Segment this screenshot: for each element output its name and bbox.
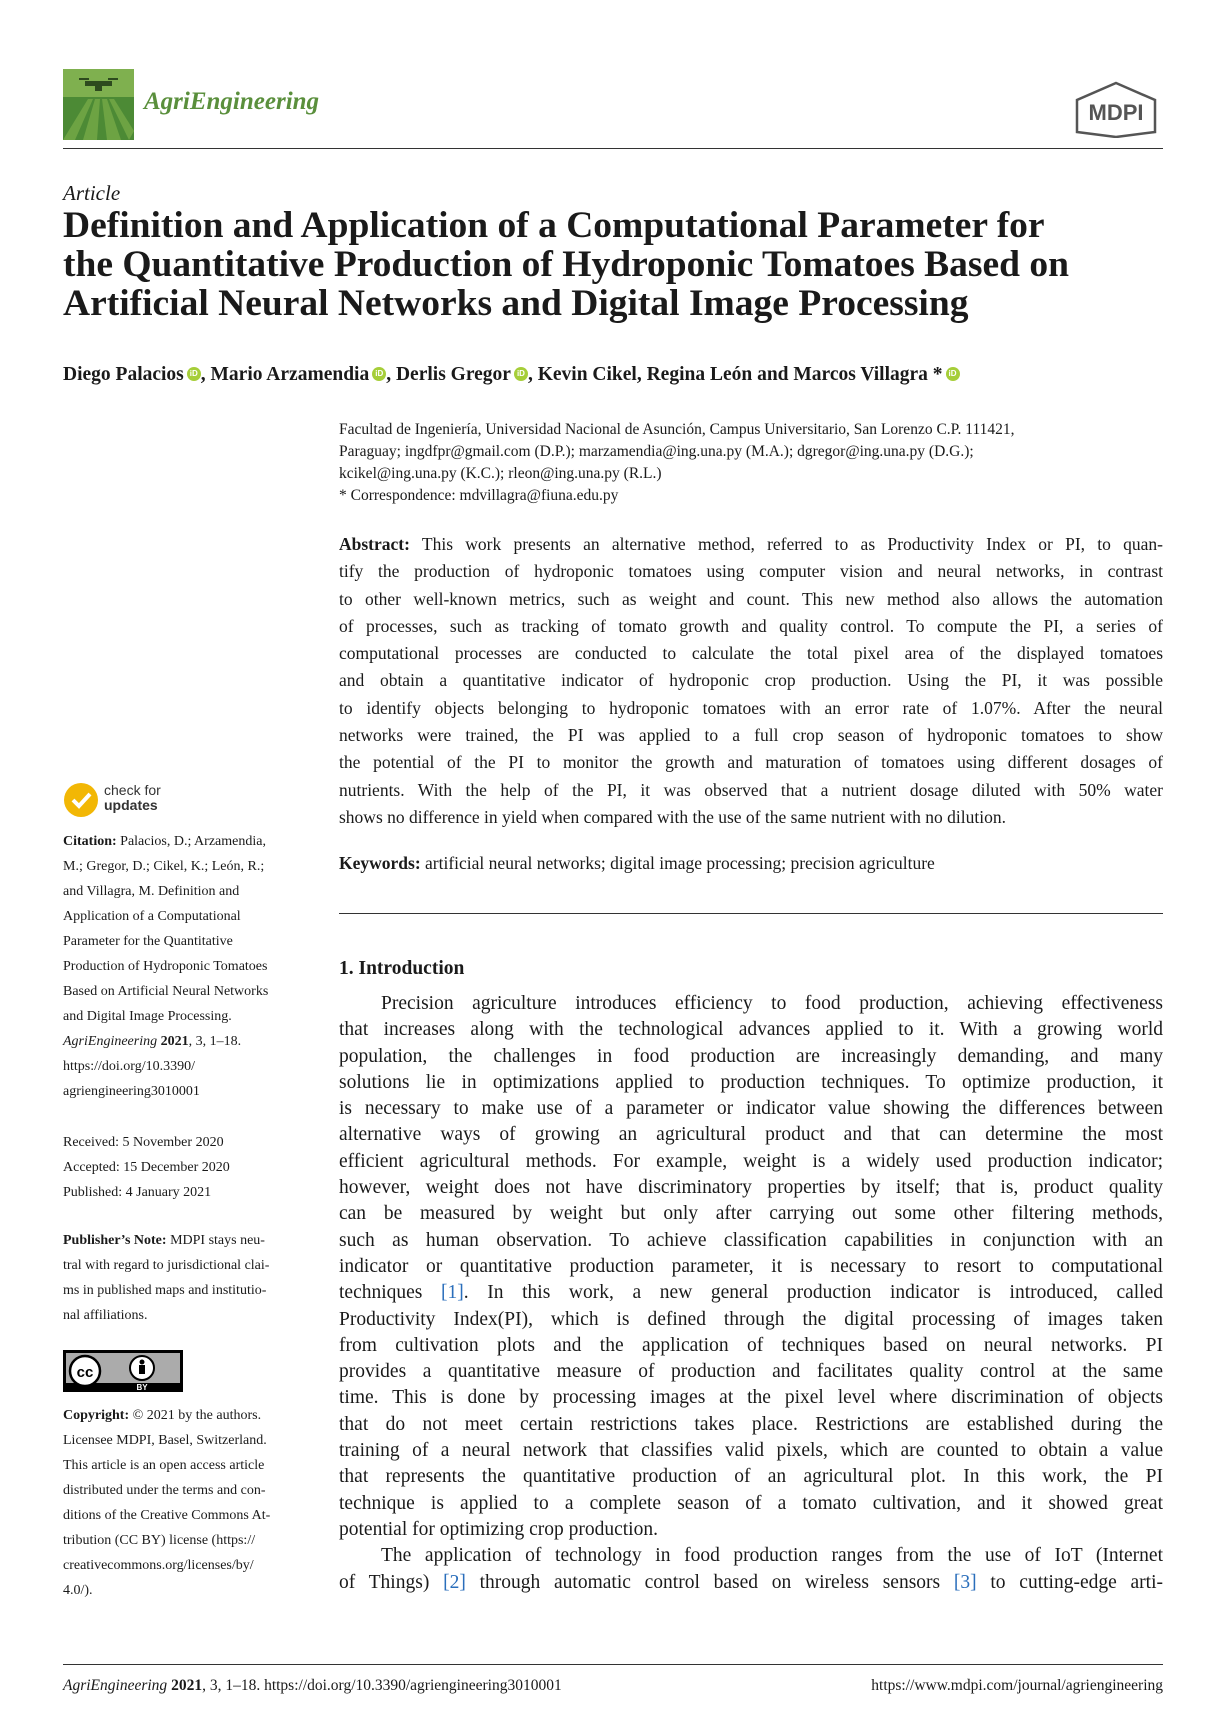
title-line: Definition and Application of a Computational Parameter for [63, 205, 1045, 246]
citation-doi-link[interactable]: agriengineering3010001 [63, 1084, 200, 1099]
author-name: Diego Palacios [63, 364, 184, 385]
body-line: Precision agriculture introduces efficiency to food production, achieving effectiveness [381, 993, 1163, 1014]
abstract-line: tify the production of hydroponic tomatoes using computer vision and neural networks, in contrast [339, 561, 1163, 582]
body-line: is necessary to make use of a parameter or indicator value showing the differences between [339, 1098, 1163, 1120]
author-name: , Kevin Cikel, Regina León and Marcos Villagra * [527, 364, 943, 385]
by-text: BY [136, 1383, 148, 1392]
body-line: solutions lie in optimizations applied to production techniques. To optimize production, it [339, 1071, 1163, 1093]
abstract-line: computational processes are conducted to calculate the total pixel area of the displayed tomatoes [339, 643, 1163, 664]
keywords-text: artificial neural networks; digital image processing; precision agriculture [420, 853, 935, 873]
author-name: , Mario Arzamendia [200, 364, 370, 385]
abstract-line: nutrients. With the help of the PI, it was observed that a nutrient dosage diluted with 50% water [339, 779, 1163, 800]
body-text-segment: through automatic control based on wireless sensors [465, 1571, 954, 1593]
orcid-icon[interactable]: iD [187, 367, 201, 381]
body-line: that do not meet certain restrictions takes place. Restrictions are established during the [339, 1413, 1163, 1435]
citation-block [63, 829, 307, 1104]
copyright-label: Copyright: [63, 1408, 130, 1423]
abstract-line: to other well-known metrics, such as weight and count. This new method also allows the automation [339, 588, 1163, 609]
check-updates-line2: updates [104, 797, 158, 813]
publisher-note [63, 1228, 307, 1328]
abstract-line: This work presents an alternative method, referred to as Productivity Index or PI, to quan- [409, 534, 1163, 554]
body-text-segment: . In this work, a new general production indicator is introduced, called [463, 1282, 1164, 1304]
title-line: the Quantitative Production of Hydroponic Tomatoes Based on [63, 244, 1069, 285]
header-divider [63, 148, 1163, 149]
body-line: however, weight does not have discriminatory properties by itself; that is, product quality [339, 1177, 1163, 1199]
copyright-line: distributed under the terms and con- [63, 1483, 266, 1498]
citation-journal: AgriEngineering [63, 1034, 158, 1049]
keywords [339, 853, 935, 874]
section-body [339, 991, 1163, 1596]
citation-year: 2021 [160, 1034, 189, 1049]
body-text-segment: of Things) [339, 1571, 444, 1593]
abstract-line: shows no difference in yield when compared with the use of the same nutrient with no dilution. [339, 806, 1006, 827]
citation-line: Parameter for the Quantitative [63, 934, 233, 949]
citation-volume: , 3, 1–18. [188, 1034, 242, 1049]
article-title [63, 206, 1173, 323]
abstract-line: to identify objects belonging to hydroponic tomatoes with an error rate of 1.07%. After the neural [339, 697, 1163, 718]
body-line: population, the challenges in food production are increasingly demanding, and many [339, 1045, 1163, 1067]
body-text-segment: to cutting-edge arti- [976, 1571, 1164, 1593]
affiliation [339, 419, 1169, 507]
copyright-line: ditions of the Creative Commons At- [63, 1508, 271, 1523]
publisher-note-line: ms in published maps and institutio- [63, 1283, 267, 1298]
orcid-icon[interactable]: iD [372, 367, 386, 381]
correspondence-line: * Correspondence: mdvillagra@fiuna.edu.py [339, 487, 619, 504]
copyright-block [63, 1403, 307, 1603]
abstract-line: networks were trained, the PI was applied to a full crop season of hydroponic tomatoes to show [339, 725, 1163, 746]
copyright-line: Licensee MDPI, Basel, Switzerland. [63, 1433, 267, 1448]
citation-line: Application of a Computational [63, 909, 241, 924]
check-updates-icon [63, 782, 99, 818]
journal-logo[interactable] [63, 69, 134, 140]
article-type: Article [63, 181, 121, 205]
citation-link-3[interactable]: [3] [953, 1571, 977, 1593]
citation-label: Citation: [63, 834, 117, 849]
copyright-line: © 2021 by the authors. [129, 1408, 262, 1423]
footer-year: 2021 [171, 1677, 203, 1694]
abstract-label: Abstract: [339, 534, 410, 554]
body-line: training of a neural network that classifies valid pixels, which are counted to obtain a value [339, 1440, 1163, 1462]
dates-block [63, 1130, 307, 1205]
author-name: , Derlis Gregor [386, 364, 511, 385]
footer-journal-url[interactable]: https://www.mdpi.com/journal/agriengineering [871, 1677, 1163, 1694]
check-for-updates-button[interactable] [63, 780, 193, 820]
affiliation-line: kcikel@ing.una.py (K.C.); rleon@ing.una.py (R.L.) [339, 465, 662, 482]
copyright-line: tribution (CC BY) license (https:// [63, 1533, 256, 1548]
journal-name[interactable]: AgriEngineering [144, 88, 320, 115]
body-line [339, 1570, 1163, 1596]
body-line: alternative ways of growing an agricultural product and that can determine the most [339, 1124, 1163, 1146]
body-text-segment: techniques [339, 1282, 442, 1304]
author-list [63, 364, 960, 386]
citation-link-2[interactable]: [2] [443, 1571, 466, 1593]
body-line [339, 1280, 1163, 1306]
publisher-note-label: Publisher’s Note: [63, 1233, 167, 1248]
orcid-icon[interactable]: iD [946, 367, 960, 381]
mdpi-hexagon-icon [1070, 80, 1162, 138]
body-line: from cultivation plots and the application of techniques based on neural networks. PI [339, 1334, 1163, 1356]
footer-doi[interactable]: , 3, 1–18. https://doi.org/10.3390/agriengineering3010001 [202, 1677, 562, 1694]
citation-doi-link[interactable]: https://doi.org/10.3390/ [63, 1059, 195, 1074]
affiliation-line: Paraguay; ingdfpr@gmail.com (D.P.); marzamendia@ing.una.py (M.A.); dgregor@ing.una.py (D.G.); [339, 443, 974, 460]
publisher-note-line: MDPI stays neu- [166, 1233, 265, 1248]
citation-line: and Villagra, M. Definition and [63, 884, 240, 899]
body-line: efficient agricultural methods. For example, weight is a widely used production indicator; [339, 1150, 1163, 1172]
abstract-line: of processes, such as tracking of tomato growth and quality control. To compute the PI, a series of [339, 615, 1163, 636]
abstract [339, 531, 1163, 831]
affiliation-line: Facultad de Ingeniería, Universidad Nacional de Asunción, Campus Universitario, San Lorenzo C.P. 111421, [339, 421, 1015, 438]
footer-citation [63, 1677, 562, 1695]
body-line: that represents the quantitative production of an agricultural plot. In this work, the PI [339, 1466, 1163, 1488]
body-line: provides a quantitative measure of production and facilitates quality control at the same [339, 1361, 1163, 1383]
body-line: Productivity Index(PI), which is defined through the digital processing of images taken [339, 1308, 1163, 1330]
citation-line: and Digital Image Processing. [63, 1009, 232, 1024]
license-link[interactable]: 4.0/). [63, 1583, 93, 1598]
citation-line: M.; Gregor, D.; Cikel, K.; León, R.; [63, 859, 265, 874]
body-line: such as human observation. To achieve classification capabilities in conjunction with an [339, 1229, 1163, 1251]
footer-journal: AgriEngineering [63, 1677, 168, 1694]
citation-line: Based on Artificial Neural Networks [63, 984, 269, 999]
citation-link-1[interactable]: [1] [441, 1282, 464, 1304]
body-line: that increases along with the technological advances applied to it. With a growing world [339, 1019, 1163, 1041]
accepted-date: Accepted: 15 December 2020 [63, 1160, 230, 1175]
body-line: indicator or quantitative production parameter, it is necessary to resort to computational [339, 1255, 1163, 1277]
footer-divider [63, 1664, 1163, 1665]
drone-field-icon [63, 69, 134, 140]
body-line: time. This is done by processing images at the pixel level where discrimination of objects [339, 1387, 1163, 1409]
cc-by-license-badge[interactable] [63, 1350, 183, 1392]
body-line: technique is applied to a complete season of a tomato cultivation, and it showed great [339, 1492, 1163, 1514]
mdpi-logo[interactable] [1070, 80, 1162, 138]
mdpi-logo-text: MDPI [1088, 100, 1144, 125]
keywords-label: Keywords: [339, 853, 421, 873]
keywords-divider [339, 913, 1163, 914]
cc-by-icon [63, 1350, 183, 1392]
publisher-note-line: nal affiliations. [63, 1308, 148, 1323]
orcid-icon[interactable]: iD [514, 367, 528, 381]
copyright-line: This article is an open access article [63, 1458, 265, 1473]
section-heading: 1. Introduction [339, 958, 465, 979]
publisher-note-line: tral with regard to jurisdictional clai- [63, 1258, 270, 1273]
citation-line: Palacios, D.; Arzamendia, [116, 834, 266, 849]
license-link[interactable]: creativecommons.org/licenses/by/ [63, 1558, 254, 1573]
title-line: Artificial Neural Networks and Digital Image Processing [63, 283, 969, 324]
body-line: potential for optimizing crop production. [339, 1518, 658, 1540]
check-updates-line1: check for [104, 782, 161, 798]
abstract-line: the potential of the PI to monitor the growth and maturation of tomatoes using different dosages of [339, 752, 1163, 773]
cc-text: cc [76, 1364, 94, 1381]
received-date: Received: 5 November 2020 [63, 1135, 224, 1150]
abstract-line: and obtain a quantitative indicator of hydroponic crop production. Using the PI, it was possible [339, 670, 1163, 691]
body-line: can be measured by weight but only after carrying out some other filtering methods, [339, 1203, 1163, 1225]
body-line: The application of technology in food production ranges from the use of IoT (Internet [381, 1545, 1163, 1567]
published-date: Published: 4 January 2021 [63, 1185, 212, 1200]
citation-line: Production of Hydroponic Tomatoes [63, 959, 268, 974]
